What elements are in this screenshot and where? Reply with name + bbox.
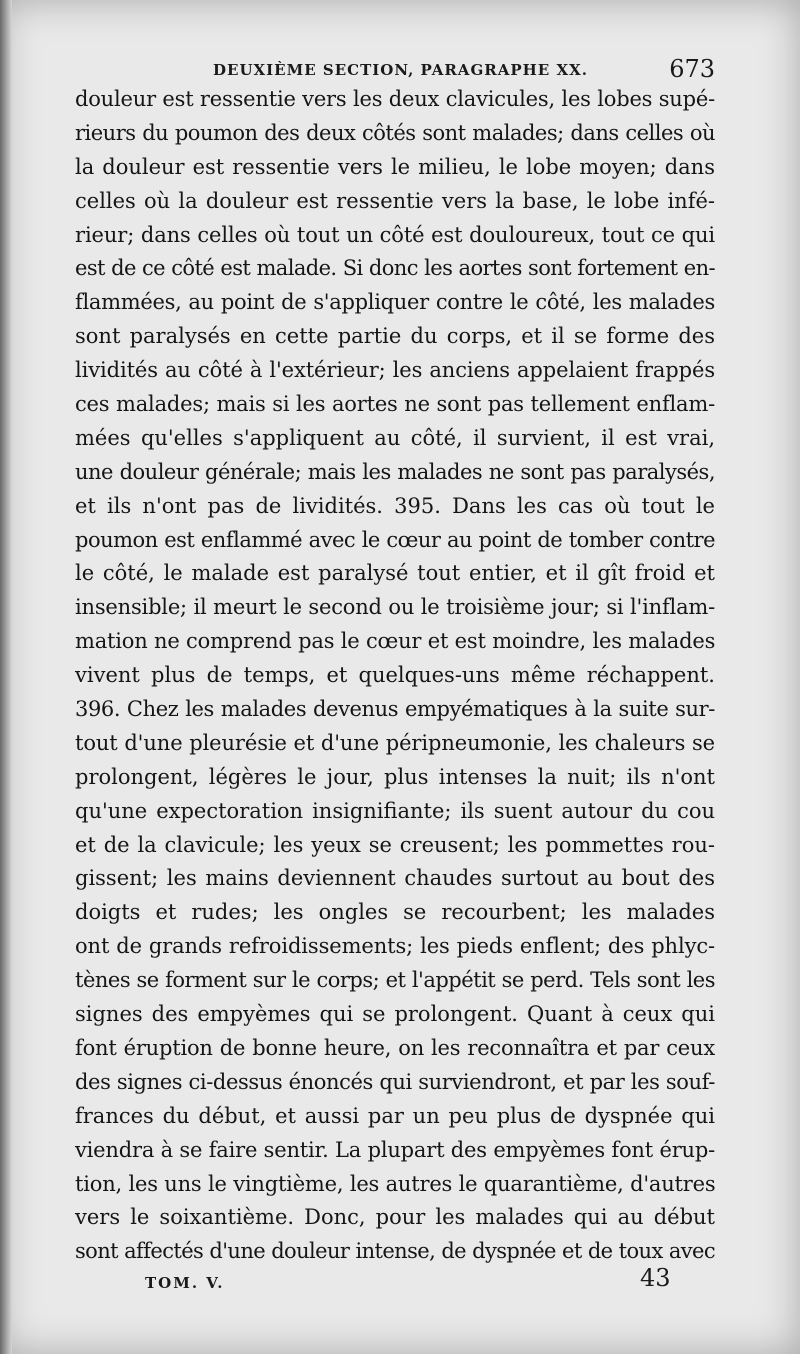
text-line: et ils n'ont pas de lividités. 395. Dans les cas où tout le [75,493,715,518]
page-number: 673 [669,55,715,83]
text-line: douleur est ressentie vers les deux clavicules, les lobes supé- [75,87,715,111]
text-line: et de la clavicule; les yeux se creusent; les pommettes rou- [75,832,715,857]
text-line: insensible; il meurt le second ou le troisième jour; si l'inflam- [75,595,715,620]
text-line: rieur; dans celles où tout un côté est douloureux, tout ce qui [75,222,715,247]
page-gutter-shadow [0,0,12,1354]
text-line: le côté, le malade est paralysé tout entier, et il gît froid et [75,561,715,586]
text-line: prolongent, légères le jour, plus intenses la nuit; ils n'ont [75,764,715,789]
page-footer [75,1262,715,1302]
volume-label: TOM. V. [145,1274,225,1292]
text-line: 396. Chez les malades devenus empyématiques à la suite sur- [75,697,715,722]
text-line: tion, les uns le vingtième, les autres le quarantième, d'autres [75,1171,716,1196]
text-line: viendra à se faire sentir. La plupart des empyèmes font érup- [75,1137,715,1162]
text-line: une douleur générale; mais les malades ne sont pas paralysés, [75,459,715,484]
text-line: mées qu'elles s'appliquent au côté, il survient, il est vrai, [75,425,715,450]
text-line: ces malades; mais si les aortes ne sont pas tellement enflam- [75,392,715,417]
text-line: qu'une expectoration insignifiante; ils suent autour du cou [75,798,715,823]
text-line: vers le soixantième. Donc, pour les malades qui au début [75,1205,715,1230]
text-line: mation ne comprend pas le cœur et est moindre, les malades [75,629,716,654]
text-line: ont de grands refroidissements; les pieds enflent; des phlyc- [75,934,715,959]
text-line: font éruption de bonne heure, on les reconnaîtra et par ceux [75,1035,715,1060]
text-line: des signes ci-dessus énoncés qui surviendront, et par les souf- [75,1069,715,1094]
text-line: celles où la douleur est ressentie vers la base, le lobe infé- [75,188,715,213]
text-line: vivent plus de temps, et quelques-uns même réchappent. [75,663,715,688]
text-line: flammées, au point de s'appliquer contre le côté, les malades [75,290,715,315]
text-line: tènes se forment sur le corps; et l'appétit se perd. Tels sont les [75,968,715,993]
text-line: sont paralysés en cette partie du corps, et il se forme des [75,324,715,349]
running-title: DEUXIÈME SECTION, PARAGRAPHE XX. [213,61,588,79]
text-line: sont affectés d'une douleur intense, de dyspnée et de toux avec [75,1239,715,1264]
text-line: signes des empyèmes qui se prolongent. Quant à ceux qui [75,1002,715,1027]
text-line: lividités au côté à l'extérieur; les anciens appelaient frappés [75,358,715,383]
body-text [75,83,715,1269]
text-line: tout d'une pleurésie et d'une péripneumonie, les chaleurs se [75,730,715,755]
signature-mark: 43 [640,1264,671,1292]
text-line: gissent; les mains deviennent chaudes surtout au bout des [75,866,715,891]
text-line: poumon est enflammé avec le cœur au point de tomber contre [75,527,715,552]
text-line: la douleur est ressentie vers le milieu, le lobe moyen; dans [75,154,715,179]
text-line: rieurs du poumon des deux côtés sont malades; dans celles où [75,120,715,145]
text-line: doigts et rudes; les ongles se recourbent; les malades [75,900,715,925]
text-line: est de ce côté est malade. Si donc les aortes sont fortement en- [75,256,715,281]
text-line: frances du début, et aussi par un peu plus de dyspnée qui [75,1103,715,1128]
